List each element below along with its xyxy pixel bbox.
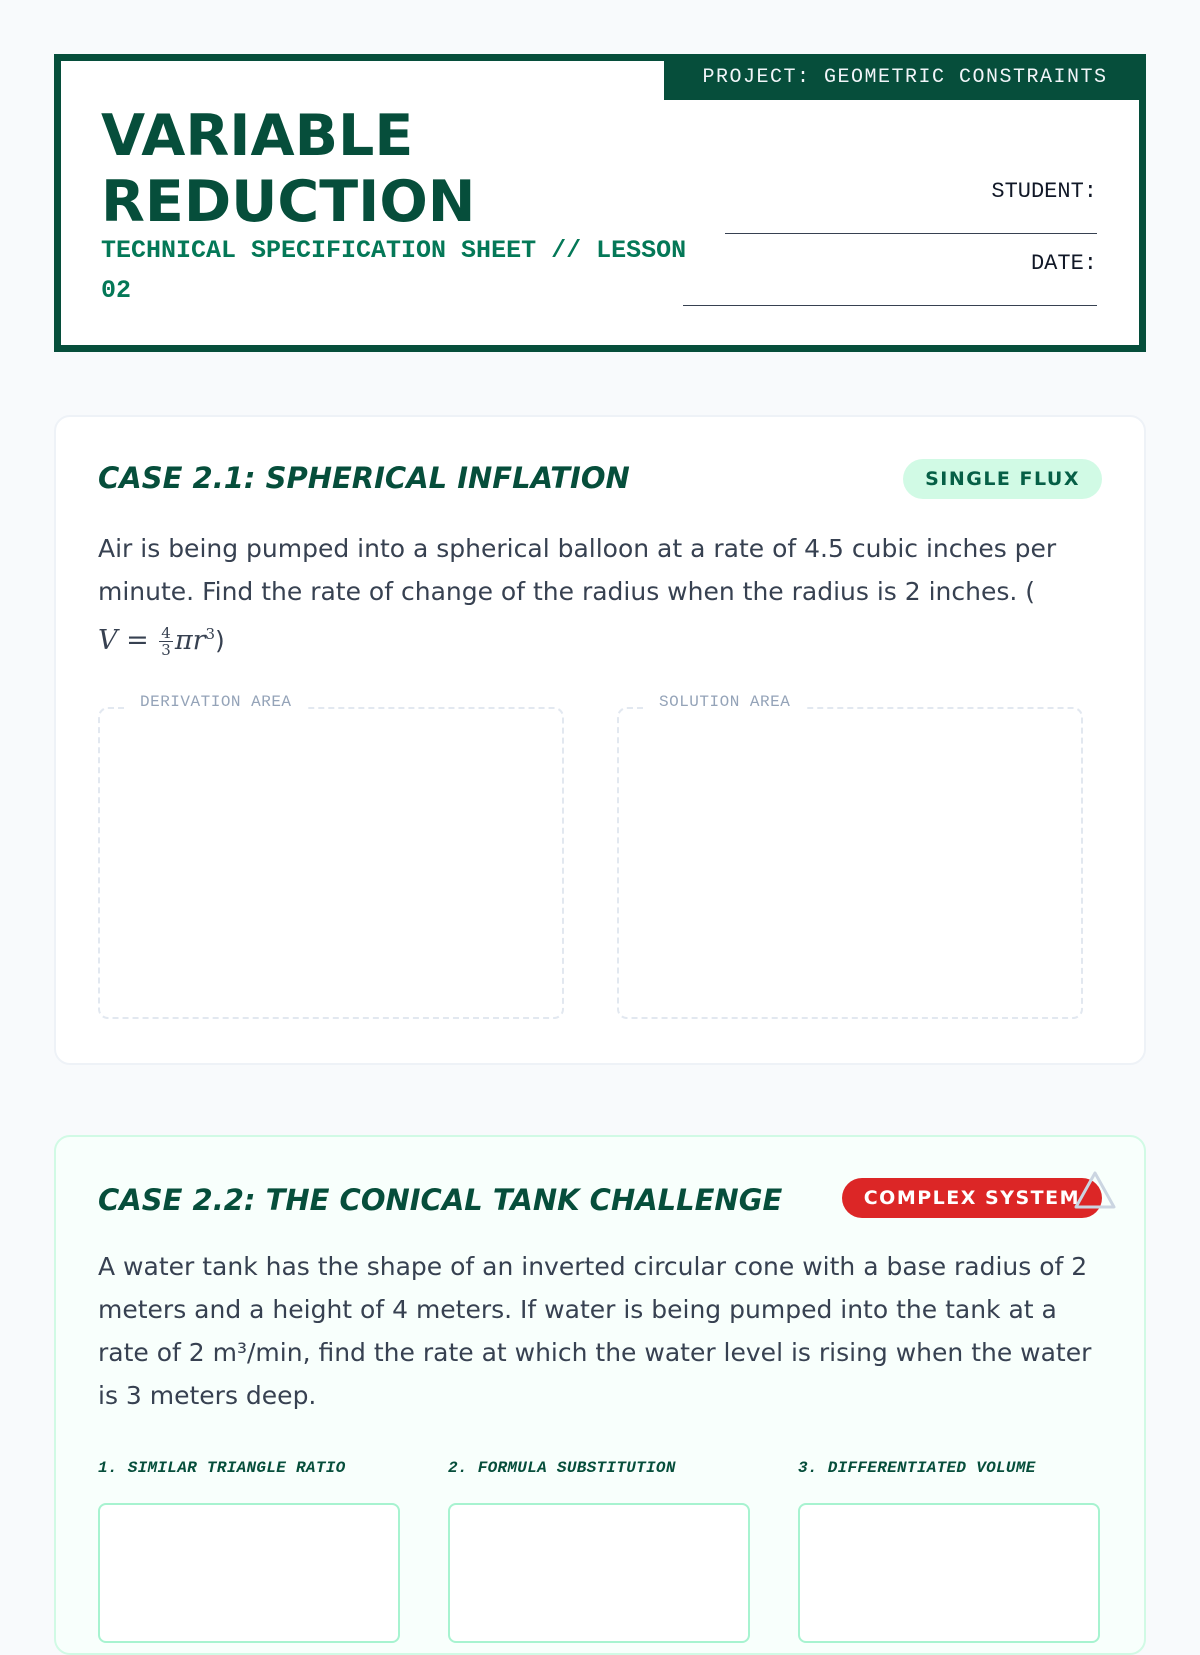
- solution-area[interactable]: [617, 693, 1083, 1019]
- problem-statement: A water tank has the shape of an inverted circular cone with a base radius of 2 meters and a height of 4 meters. If water is being pumped into the tank at a rate of 2 m³/min, find the rate at which the water level is rising when the water is 3 meters deep.: [98, 1252, 1092, 1410]
- worksheet-header: [54, 54, 1146, 352]
- page-subtitle: TECHNICAL SPECIFICATION SHEET // LESSON 02: [101, 236, 687, 305]
- formula-lhs: V =: [98, 625, 158, 656]
- student-label: STUDENT:: [991, 179, 1097, 204]
- difficulty-badge: COMPLEX SYSTEM: [842, 1178, 1102, 1218]
- page-title: [101, 103, 476, 235]
- volume-formula: [98, 624, 216, 659]
- student-name-line[interactable]: [725, 233, 1097, 234]
- step-1-label: 1. SIMILAR TRIANGLE RATIO: [98, 1459, 346, 1477]
- formula-fraction: [159, 625, 173, 658]
- formula-close: ): [215, 626, 225, 655]
- derivation-area-label: DERIVATION AREA: [126, 693, 306, 711]
- title-line-1: VARIABLE: [101, 103, 414, 169]
- step-3-answer-box[interactable]: [798, 1503, 1100, 1643]
- formula-rhs: πr: [174, 625, 206, 656]
- date-line[interactable]: [683, 305, 1097, 306]
- formula-exponent: 3: [205, 625, 216, 643]
- case-title: CASE 2.1: SPHERICAL INFLATION: [98, 461, 630, 495]
- solution-area-label: SOLUTION AREA: [645, 693, 804, 711]
- case-title: CASE 2.2: THE CONICAL TANK CHALLENGE: [98, 1183, 783, 1217]
- date-label: DATE:: [1030, 251, 1097, 276]
- fraction-numerator: 4: [161, 624, 171, 642]
- step-1-answer-box[interactable]: [98, 1503, 400, 1643]
- case-2-1-card: [54, 415, 1146, 1065]
- project-tag: PROJECT: GEOMETRIC CONSTRAINTS: [664, 54, 1146, 100]
- problem-text: Air is being pumped into a spherical balloon at a rate of 4.5 cubic inches per minute. Find the rate of change of the radius when the radius is 2 inches. (: [98, 534, 1057, 606]
- warning-triangle-icon: [1072, 1167, 1118, 1213]
- derivation-area[interactable]: [98, 693, 564, 1019]
- fraction-denominator: 3: [161, 641, 171, 659]
- step-2-label: 2. FORMULA SUBSTITUTION: [448, 1459, 676, 1477]
- difficulty-badge: SINGLE FLUX: [903, 459, 1102, 499]
- step-2-answer-box[interactable]: [448, 1503, 750, 1643]
- step-3-label: 3. DIFFERENTIATED VOLUME: [798, 1459, 1036, 1477]
- problem-statement: [98, 527, 1106, 662]
- title-line-2: REDUCTION: [101, 169, 476, 235]
- case-2-2-card: [54, 1135, 1146, 1655]
